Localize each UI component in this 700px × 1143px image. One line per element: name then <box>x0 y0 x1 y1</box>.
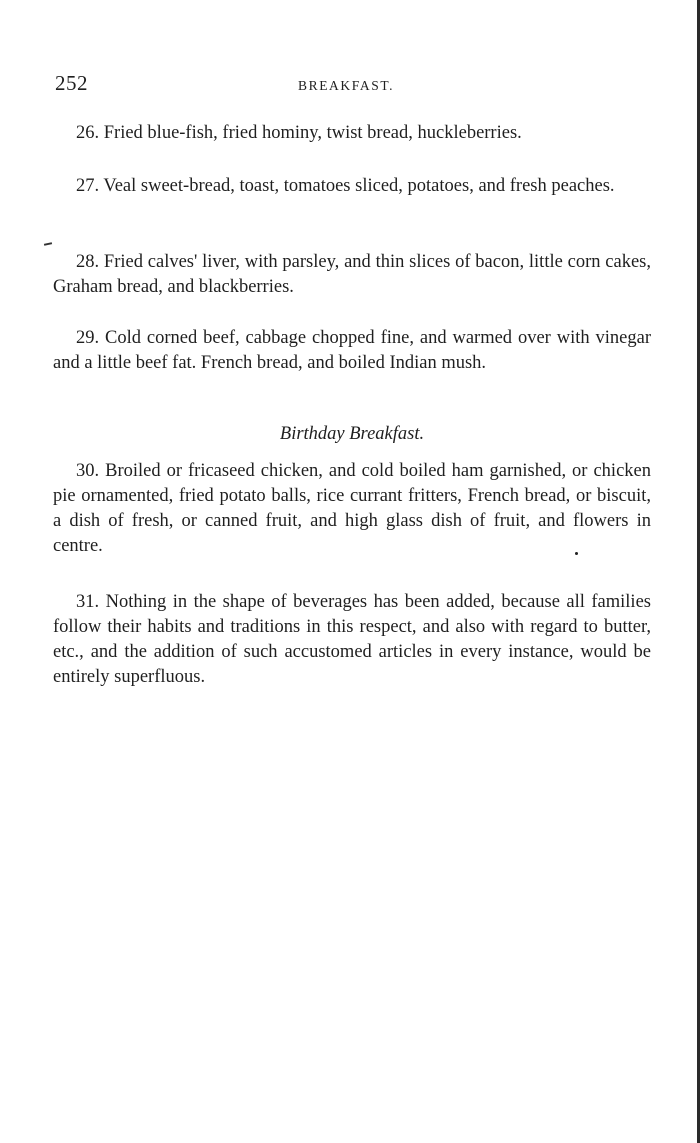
menu-entry-27: 27. Veal sweet-bread, toast, tomatoes sliced, potatoes, and fresh peaches. <box>76 176 615 196</box>
ink-speck <box>575 552 578 555</box>
section-title: Birthday Breakfast. <box>279 424 425 444</box>
menu-entry-31: 31. Nothing in the shape of beverages has been added, because all families follow their habits and traditions in this respect, and also with regard to butter, etc., and the addition of such accustomed articles in every instance, would be entirely superfluous. <box>53 592 651 687</box>
margin-mark <box>44 242 52 246</box>
menu-entry-30: 30. Broiled or fricaseed chicken, and cold boiled ham garnished, or chicken pie ornamented, fried potato balls, rice currant fritters, French bread, or biscuit, a dish of fresh, or canned fruit, and high glass dish of fruit, and flowers in centre. <box>53 461 651 556</box>
menu-entry-28: 28. Fried calves' liver, with parsley, and thin slices of bacon, little corn cakes, Graham bread, and blackberries. <box>53 252 651 297</box>
page-number: 252 <box>55 71 88 95</box>
running-head: BREAKFAST. <box>298 78 395 93</box>
menu-entry-29: 29. Cold corned beef, cabbage chopped fine, and warmed over with vinegar and a little beef fat. French bread, and boiled Indian mush. <box>53 328 651 373</box>
menu-entry-26: 26. Fried blue-fish, fried hominy, twist bread, huckleberries. <box>76 123 522 143</box>
